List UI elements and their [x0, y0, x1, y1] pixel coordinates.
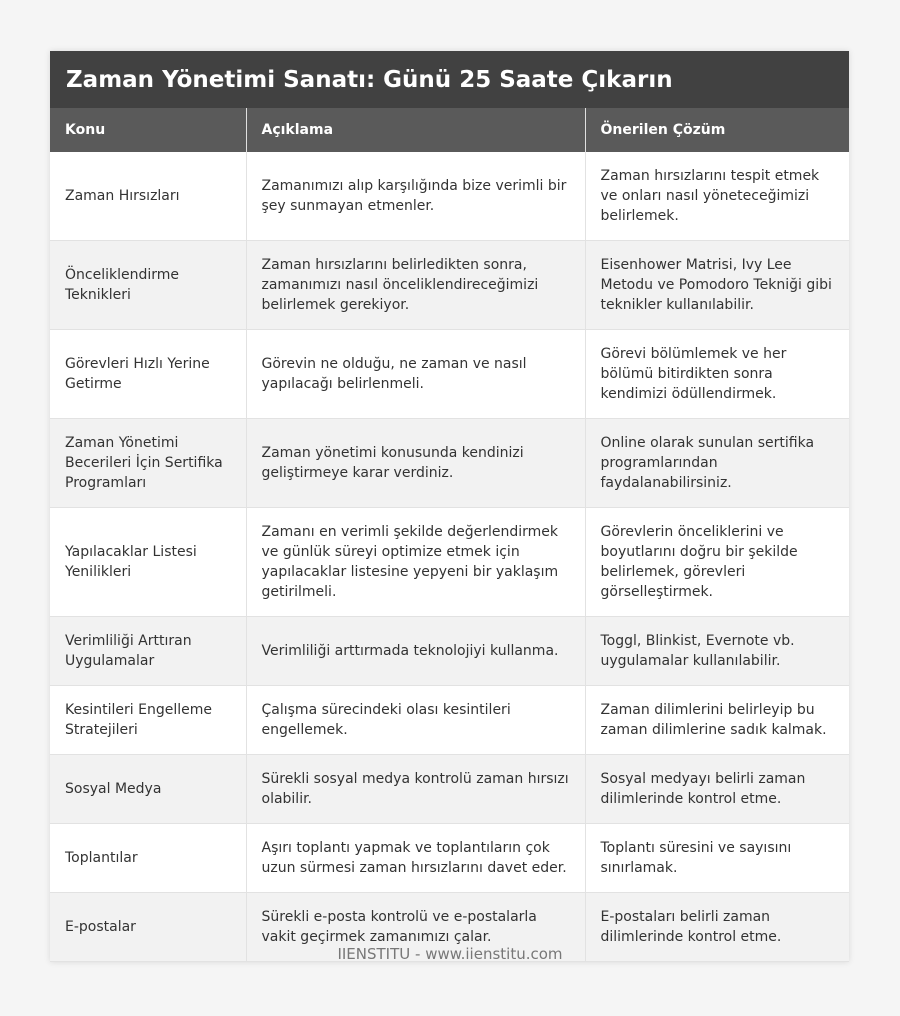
column-header-description: Açıklama — [246, 108, 585, 152]
title-bar — [50, 51, 849, 108]
cell-description: Zaman yönetimi konusunda kendinizi geliştirmeye karar verdiniz. — [246, 419, 585, 508]
cell-description: Çalışma sürecindeki olası kesintileri engellemek. — [246, 686, 585, 755]
cell-topic: Görevleri Hızlı Yerine Getirme — [50, 330, 246, 419]
cell-topic: Kesintileri Engelleme Stratejileri — [50, 686, 246, 755]
content-card — [50, 51, 849, 962]
cell-solution: Görevi bölümlemek ve her bölümü bitirdikten sonra kendimizi ödüllendirmek. — [585, 330, 849, 419]
cell-solution: Eisenhower Matrisi, Ivy Lee Metodu ve Pomodoro Tekniği gibi teknikler kullanılabilir. — [585, 241, 849, 330]
cell-description: Aşırı toplantı yapmak ve toplantıların çok uzun sürmesi zaman hırsızlarını davet eder. — [246, 824, 585, 893]
table-body — [50, 152, 849, 962]
footer-credit: IIENSTITU - www.iienstitu.com — [337, 945, 563, 963]
table-row — [50, 508, 849, 617]
cell-solution: Zaman hırsızlarını tespit etmek ve onları nasıl yöneteceğimizi belirlemek. — [585, 152, 849, 241]
table-row — [50, 824, 849, 893]
table-header — [50, 108, 849, 152]
cell-topic: E-postalar — [50, 893, 246, 962]
cell-topic: Sosyal Medya — [50, 755, 246, 824]
cell-topic: Yapılacaklar Listesi Yenilikleri — [50, 508, 246, 617]
cell-solution: Sosyal medyayı belirli zaman dilimlerinde kontrol etme. — [585, 755, 849, 824]
cell-solution: Görevlerin önceliklerini ve boyutlarını doğru bir şekilde belirlemek, görevleri görselleştirmek. — [585, 508, 849, 617]
table-row — [50, 419, 849, 508]
table-row — [50, 330, 849, 419]
cell-solution: Toplantı süresini ve sayısını sınırlamak. — [585, 824, 849, 893]
column-header-topic: Konu — [50, 108, 246, 152]
cell-description: Zaman hırsızlarını belirledikten sonra, zamanımızı nasıl önceliklendireceğimizi belirlemek gerekiyor. — [246, 241, 585, 330]
cell-solution: Toggl, Blinkist, Evernote vb. uygulamalar kullanılabilir. — [585, 617, 849, 686]
cell-topic: Toplantılar — [50, 824, 246, 893]
cell-description: Zamanı en verimli şekilde değerlendirmek ve günlük süreyi optimize etmek için yapılacaklar listesine yepyeni bir yaklaşım getirilmeli. — [246, 508, 585, 617]
cell-solution: Online olarak sunulan sertifika programlarından faydalanabilirsiniz. — [585, 419, 849, 508]
table-row — [50, 755, 849, 824]
cell-description: Zamanımızı alıp karşılığında bize verimli bir şey sunmayan etmenler. — [246, 152, 585, 241]
cell-solution: E-postaları belirli zaman dilimlerinde kontrol etme. — [585, 893, 849, 962]
table-row — [50, 617, 849, 686]
table-row — [50, 152, 849, 241]
cell-topic: Verimliliği Arttıran Uygulamalar — [50, 617, 246, 686]
table-row — [50, 241, 849, 330]
cell-description: Görevin ne olduğu, ne zaman ve nasıl yapılacağı belirlenmeli. — [246, 330, 585, 419]
column-header-solution: Önerilen Çözüm — [585, 108, 849, 152]
cell-description: Sürekli e-posta kontrolü ve e-postalarla vakit geçirmek zamanımızı çalar. — [246, 893, 585, 962]
cell-topic: Zaman Hırsızları — [50, 152, 246, 241]
cell-topic: Zaman Yönetimi Becerileri İçin Sertifika Programları — [50, 419, 246, 508]
time-management-table — [50, 108, 849, 962]
table-row — [50, 686, 849, 755]
cell-description: Verimliliği arttırmada teknolojiyi kullanma. — [246, 617, 585, 686]
cell-solution: Zaman dilimlerini belirleyip bu zaman dilimlerine sadık kalmak. — [585, 686, 849, 755]
cell-topic: Önceliklendirme Teknikleri — [50, 241, 246, 330]
page-title: Zaman Yönetimi Sanatı: Günü 25 Saate Çıkarın — [66, 66, 673, 93]
header-row — [50, 108, 849, 152]
cell-description: Sürekli sosyal medya kontrolü zaman hırsızı olabilir. — [246, 755, 585, 824]
